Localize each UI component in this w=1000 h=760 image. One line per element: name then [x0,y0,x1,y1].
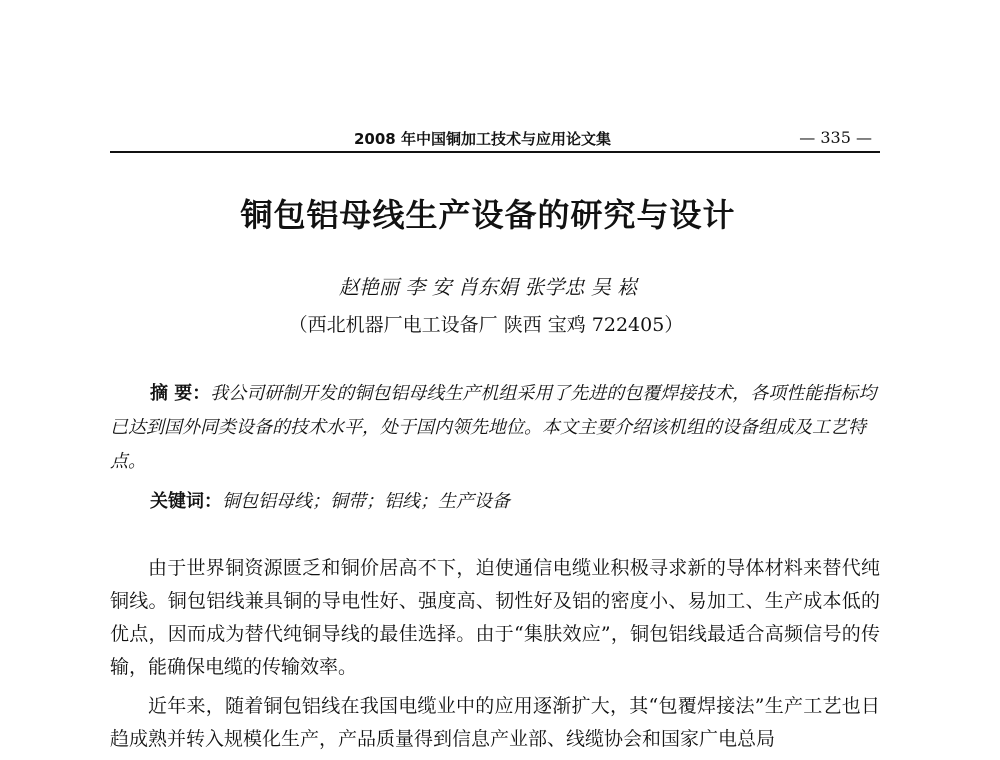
keywords [150,485,880,519]
body-paragraph: 近年来，随着铜包铝线在我国电缆业中的应用逐渐扩大，其“包覆焊接法”生产工艺也日趋成熟并转入规模化生产，产品质量得到信息产业部、线缆协会和国家广电总局 [110,695,880,750]
abstract-text: 我公司研制开发的铜包铝母线生产机组采用了先进的包覆焊接技术，各项性能指标均已达到国外同类设备的技术水平，处于国内领先地位。本文主要介绍该机组的设备组成及工艺特点。 [110,383,877,472]
page-number: — 335 — [799,128,872,147]
abstract [110,377,880,479]
author-list: 赵艳丽 李 安 肖东娟 张学忠 吴 崧 [338,275,638,299]
running-header [110,128,880,150]
journal-title: 2008 年中国铜加工技术与应用论文集 [354,130,611,148]
keywords-text: 铜包铝母线；铜带；铝线；生产设备 [222,491,510,512]
paper-title: 铜包铝母线生产设备的研究与设计 [240,196,736,234]
header-rule [110,151,880,153]
abstract-label: 摘 要： [150,383,211,404]
body-paragraph: 由于世界铜资源匮乏和铜价居高不下，迫使通信电缆业积极寻求新的导体材料来替代纯铜线。铜包铝线兼具铜的导电性好、强度高、韧性好及铝的密度小、易加工、生产成本低的优点，因而成为替代纯铜导线的最佳选择。由于“集肤效应”，铜包铝线最适合高频信号的传输，能确保电缆的传输效率。 [110,557,880,678]
author-affiliation: （西北机器厂电工设备厂 陕西 宝鸡 722405） [288,314,684,336]
keywords-label: 关键词： [150,491,222,512]
